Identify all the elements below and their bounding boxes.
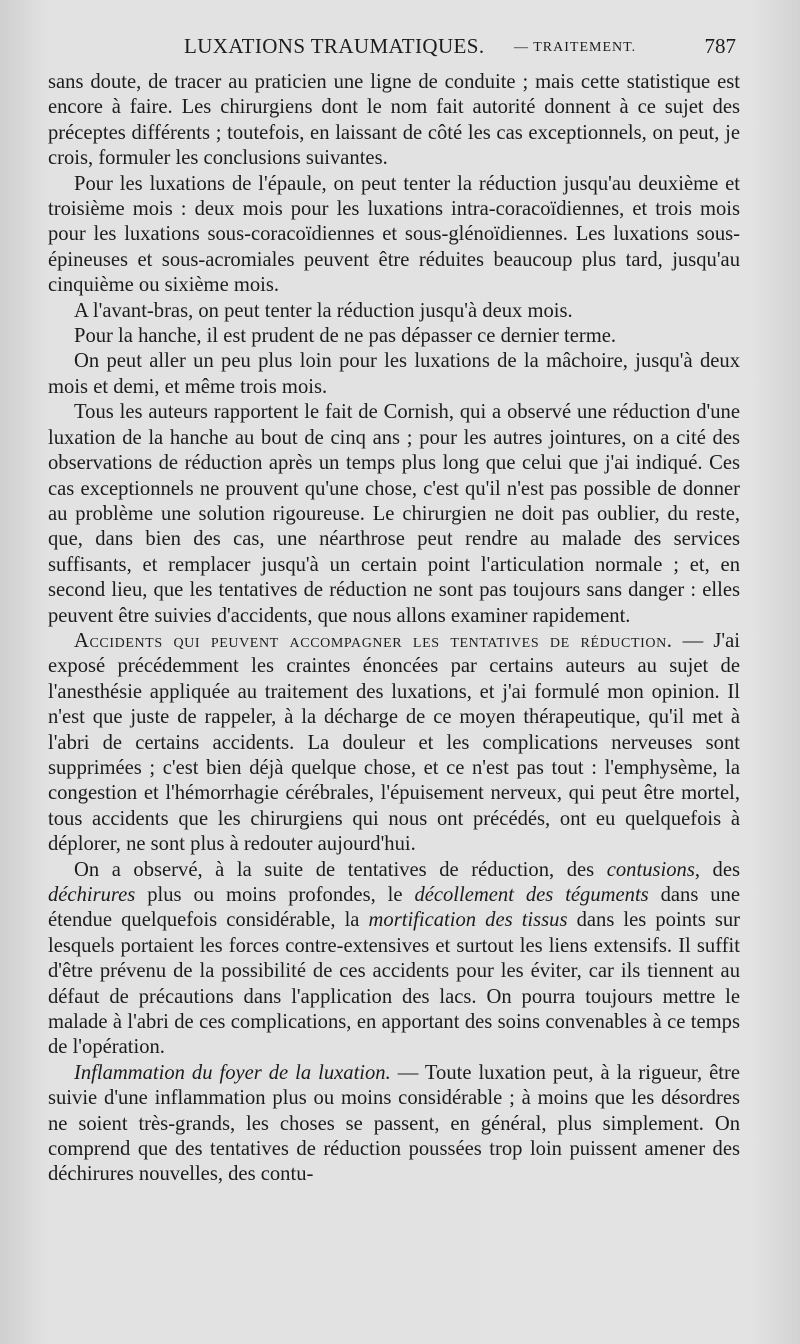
term-decollement: décollement des téguments [414,884,649,906]
text-span: dans les points sur lesquels portaient les forces contre-extensives et surtout les liens extensifs. Il suffit d'être prévenu de la possibilité de ces accidents pour les éviter, car ils tiennent au défaut de précautions dans l'application des lacs. On pourra toujours mettre le malade à l'abri de ces complications, en apportant des soins convenables à ce temps de l'opération. [48,909,740,1059]
text-span: , des [694,858,741,881]
text-span: dans une étendue quelquefois considérable, la [48,884,741,932]
body-text [48,70,740,1188]
section-heading-inflammation: Inflammation du foyer de la luxation. [74,1061,391,1084]
term-dechirures: déchirures [48,884,136,906]
section-heading-accidents: Accidents qui peuvent accompagner les tentatives de réduction. [74,629,673,652]
paragraph-accidents [48,629,740,858]
paragraph-shoulder: Pour les luxations de l'épaule, on peut tenter la réduction jusqu'au deuxième et troisième mois : deux mois pour les luxations intra-coracoïdiennes, et trois mois pour les luxations sous-coracoïdiennes et sous-glénoïdiennes. Les luxations sous-épineuses et sous-acromiales peuvent être réduites beaucoup plus tard, jusqu'au cinquième ou sixième mois. [48,172,740,297]
paragraph-inflammation-text: — Toute luxation peut, à la rigueur, être suivie d'une inflammation plus ou moins considérable ; à moins que les désordres ne soient très-grands, les choses se passent, en général, plus simplement. On comprend que des tentatives de réduction poussées trop loin puissent amener des déchirures nouvelles, des contu- [48,1061,740,1186]
page-number: 787 [704,34,736,58]
paragraph-1: sans doute, de tracer au praticien une ligne de conduite ; mais cette statistique est encore à faire. Les chirurgiens dont le nom fait autorité donnent à ce sujet des préceptes différents ; toutefois, en laissant de côté les cas exceptionnels, on peut, je crois, formuler les conclusions suivantes. [48,71,740,170]
text-span: On a observé, à la suite de tentatives de réduction, des [74,858,595,881]
text-span: plus ou moins profondes, le [147,884,403,906]
paragraph-cornish: Tous les auteurs rapportent le fait de Cornish, qui a observé une réduction d'une luxation de la hanche au bout de cinq ans ; pour les autres jointures, on a cité des observations de réduction après un temps plus long que celui que j'ai indiqué. Ces cas exceptionnels ne prouvent qu'une chose, c'est qu'il n'est pas possible de donner au problème une solution rigoureuse. Le chirurgien ne doit pas oublier, du reste, que, dans bien des cas, une néarthrose peut rendre au malade des services suffisants, et remplacer jusqu'à un certain point l'articulation normale ; et, en second lieu, que les tentatives de réduction ne sont pas toujours sans danger : elles peuvent être suivies d'accidents, que nous allons examiner rapidement. [48,401,740,627]
page-header [48,34,738,66]
term-contusions: contusions [606,858,695,881]
term-mortification: mortification des tissus [368,909,568,932]
paragraph-inflammation [48,1061,740,1188]
paragraph-hip: Pour la hanche, il est prudent de ne pas dépasser ce dernier terme. [74,325,617,348]
running-subtitle: — TRAITEMENT. [514,40,637,55]
paragraph-accidents-text: — J'ai exposé précédemment les craintes énoncées par certains auteurs au sujet de l'anesthésie appliquée au traitement des luxations, et j'ai formulé mon opinion. Il n'est que juste de rappeler, à la décharge de ce moyen thérapeutique, qu'il met à l'abri de certains accidents. La douleur et les complications nerveuses sont supprimées ; c'est bien déjà quelque chose, et ce n'est pas tout : l'emphysème, la congestion et l'hémorrhagie cérébrales, l'épuisement nerveux, qui peut être mortel, tous accidents que les chirurgiens qui nous ont précédés, ont eu quelquefois à déplorer, ne sont plus à redouter aujourd'hui. [48,629,740,856]
running-title: LUXATIONS TRAUMATIQUES. [184,34,485,58]
paragraph-complications [48,858,740,1061]
paragraph-forearm: A l'avant-bras, on peut tenter la réduction jusqu'à deux mois. [74,299,573,322]
paragraph-jaw: On peut aller un peu plus loin pour les luxations de la mâchoire, jusqu'à deux mois et demi, et même trois mois. [48,350,740,398]
